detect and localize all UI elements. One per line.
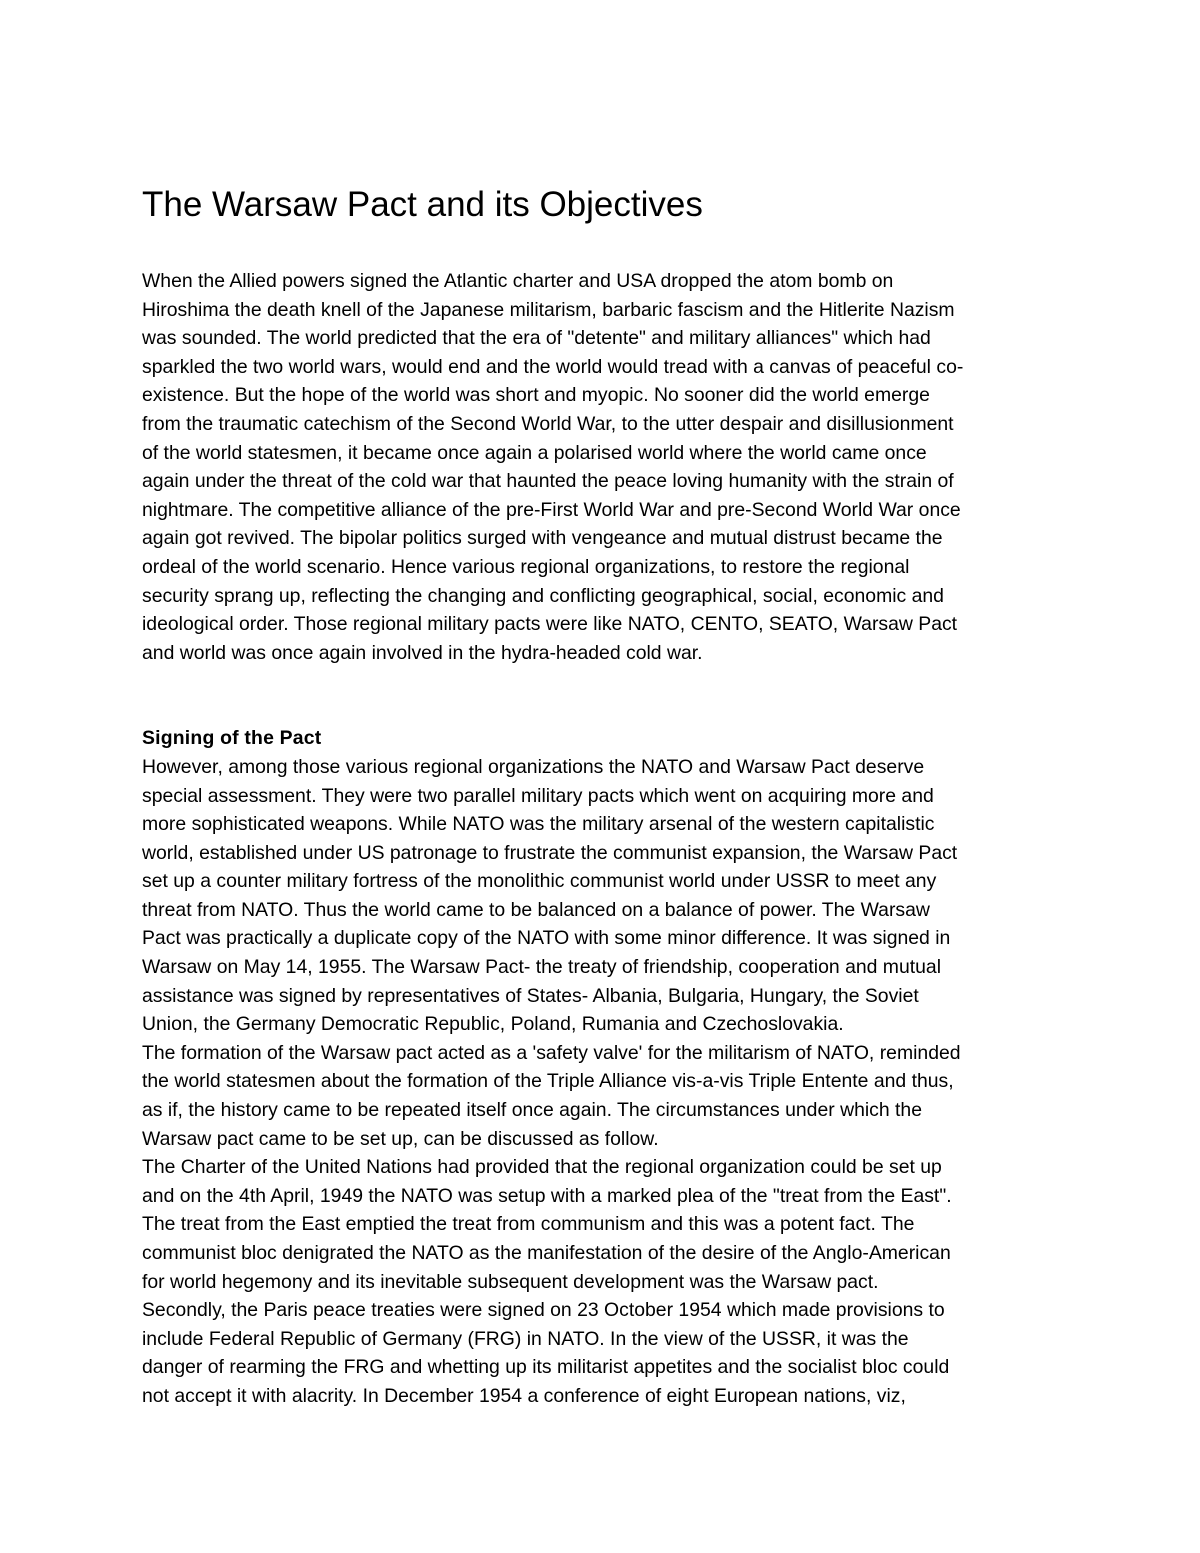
section-line: The Charter of the United Nations had provided that the regional organization could be set up xyxy=(142,1156,942,1179)
intro-paragraph xyxy=(142,267,1060,667)
intro-line: security sprang up, reflecting the changing and conflicting geographical, social, economic and xyxy=(142,584,944,607)
document-body xyxy=(142,180,1060,1411)
intro-line: Hiroshima the death knell of the Japanese militarism, barbaric fascism and the Hitlerite Nazism xyxy=(142,298,955,321)
page-title: The Warsaw Pact and its Objectives xyxy=(142,185,703,224)
intro-line: sparkled the two world wars, would end and the world would tread with a canvas of peaceful co- xyxy=(142,355,964,378)
section-line: Pact was practically a duplicate copy of the NATO with some minor difference. It was signed in xyxy=(142,927,951,950)
intro-line: ideological order. Those regional military pacts were like NATO, CENTO, SEATO, Warsaw Pact xyxy=(142,613,958,636)
section-line: Warsaw pact came to be set up, can be discussed as follow. xyxy=(142,1127,659,1150)
section-paragraph xyxy=(142,753,1060,1411)
section-line: include Federal Republic of Germany (FRG) in NATO. In the view of the USSR, it was the xyxy=(142,1327,909,1350)
intro-line: of the world statesmen, it became once again a polarised world where the world came once xyxy=(142,441,927,464)
section-line: as if, the history came to be repeated itself once again. The circumstances under which the xyxy=(142,1099,922,1122)
intro-line: from the traumatic catechism of the Second World War, to the utter despair and disillusionment xyxy=(142,412,954,435)
intro-line: was sounded. The world predicted that the era of "detente" and military alliances" which had xyxy=(142,327,931,350)
section-line: threat from NATO. Thus the world came to be balanced on a balance of power. The Warsaw xyxy=(142,898,930,921)
intro-line: existence. But the hope of the world was short and myopic. No sooner did the world emerge xyxy=(142,384,930,407)
section-heading: Signing of the Pact xyxy=(142,727,322,750)
section-line: for world hegemony and its inevitable subsequent development was the Warsaw pact. xyxy=(142,1270,879,1293)
section-line: communist bloc denigrated the NATO as the manifestation of the desire of the Anglo-American xyxy=(142,1242,951,1264)
section-line: set up a counter military fortress of the monolithic communist world under USSR to meet any xyxy=(142,870,937,893)
intro-line: and world was once again involved in the hydra-headed cold war. xyxy=(142,641,703,664)
intro-line: again got revived. The bipolar politics surged with vengeance and mutual distrust became the xyxy=(142,527,943,550)
section-line: The formation of the Warsaw pact acted as a 'safety valve' for the militarism of NATO, reminded xyxy=(142,1041,961,1064)
section-line: assistance was signed by representatives of States- Albania, Bulgaria, Hungary, the Soviet xyxy=(142,984,919,1007)
section-line: special assessment. They were two parallel military pacts which went on acquiring more and xyxy=(142,784,934,807)
section-line: danger of rearming the FRG and whetting up its militarist appetites and the socialist bloc could xyxy=(142,1356,950,1379)
intro-line: When the Allied powers signed the Atlantic charter and USA dropped the atom bomb on xyxy=(142,270,894,292)
section-line: more sophisticated weapons. While NATO was the military arsenal of the western capitalistic xyxy=(142,813,935,836)
section-line: not accept it with alacrity. In December 1954 a conference of eight European nations, viz, xyxy=(142,1384,906,1407)
intro-line: again under the threat of the cold war that haunted the peace loving humanity with the strain of xyxy=(142,470,954,493)
intro-line: ordeal of the world scenario. Hence various regional organizations, to restore the regional xyxy=(142,555,910,578)
section-line: The treat from the East emptied the treat from communism and this was a potent fact. The xyxy=(142,1213,915,1236)
section-line: However, among those various regional organizations the NATO and Warsaw Pact deserve xyxy=(142,755,925,778)
section-line: Secondly, the Paris peace treaties were signed on 23 October 1954 which made provisions to xyxy=(142,1299,945,1322)
section-line: the world statesmen about the formation of the Triple Alliance vis-a-vis Triple Entente and thus, xyxy=(142,1070,954,1093)
section-line: world, established under US patronage to frustrate the communist expansion, the Warsaw Pact xyxy=(142,841,958,864)
section-line: Warsaw on May 14, 1955. The Warsaw Pact- the treaty of friendship, cooperation and mutual xyxy=(142,956,942,979)
section-line: and on the 4th April, 1949 the NATO was setup with a marked plea of the "treat from the East". xyxy=(142,1184,952,1207)
section-line: Union, the Germany Democratic Republic, Poland, Rumania and Czechoslovakia. xyxy=(142,1013,844,1036)
intro-line: nightmare. The competitive alliance of the pre-First World War and pre-Second World War once xyxy=(142,498,961,521)
